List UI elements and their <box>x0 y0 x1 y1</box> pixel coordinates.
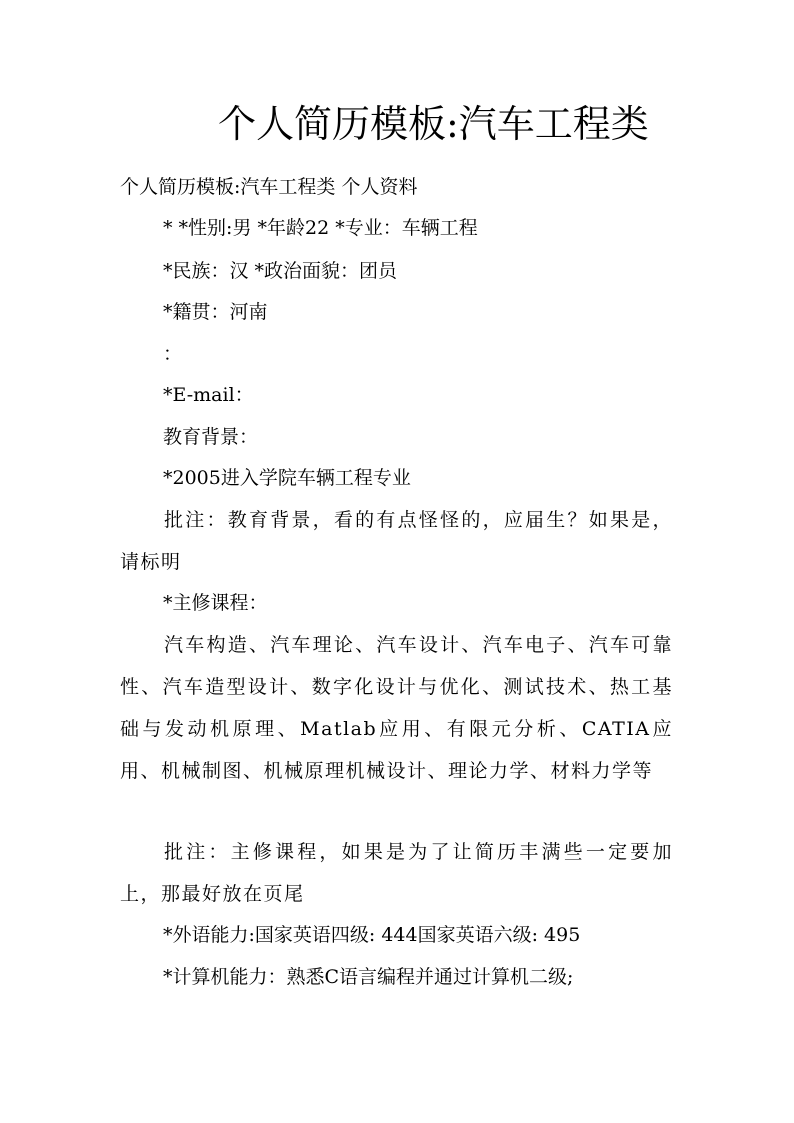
intro-line: 个人简历模板:汽车工程类 个人资料 <box>120 176 418 198</box>
ethnicity-line: *民族：汉 *政治面貌：团员 <box>163 260 398 282</box>
courses-paragraph: 汽车构造、汽车理论、汽车设计、汽车电子、汽车可靠性、汽车造型设计、数字化设计与优化、测试技术、热工基础与发动机原理、Matlab应用、有限元分析、CATIA应用、机械制图、机械原理机械设计、理论力学、材料力学等 <box>120 634 673 782</box>
email-line: *E-mail： <box>163 384 254 406</box>
basic-info-line: * *性别:男 *年龄22 *专业：车辆工程 <box>163 217 478 239</box>
computer-skills-line: *计算机能力：熟悉C语言编程并通过计算机二级; <box>163 966 574 988</box>
foreign-language-line: *外语能力:国家英语四级: 444国家英语六级: 495 <box>163 924 581 946</box>
courses-note: 批注：主修课程，如果是为了让简历丰满些一定要加上，那最好放在页尾 <box>120 841 673 905</box>
colon-line: ： <box>163 343 183 365</box>
hometown-line: *籍贯：河南 <box>163 301 268 323</box>
education-item: *2005进入学院车辆工程专业 <box>163 467 411 489</box>
courses-heading: *主修课程： <box>163 592 268 614</box>
education-heading: 教育背景： <box>163 426 259 448</box>
document-title: 个人简历模板:汽车工程类 <box>218 102 649 146</box>
education-note: 批注：教育背景，看的有点怪怪的，应届生？如果是，请标明 <box>120 509 673 573</box>
